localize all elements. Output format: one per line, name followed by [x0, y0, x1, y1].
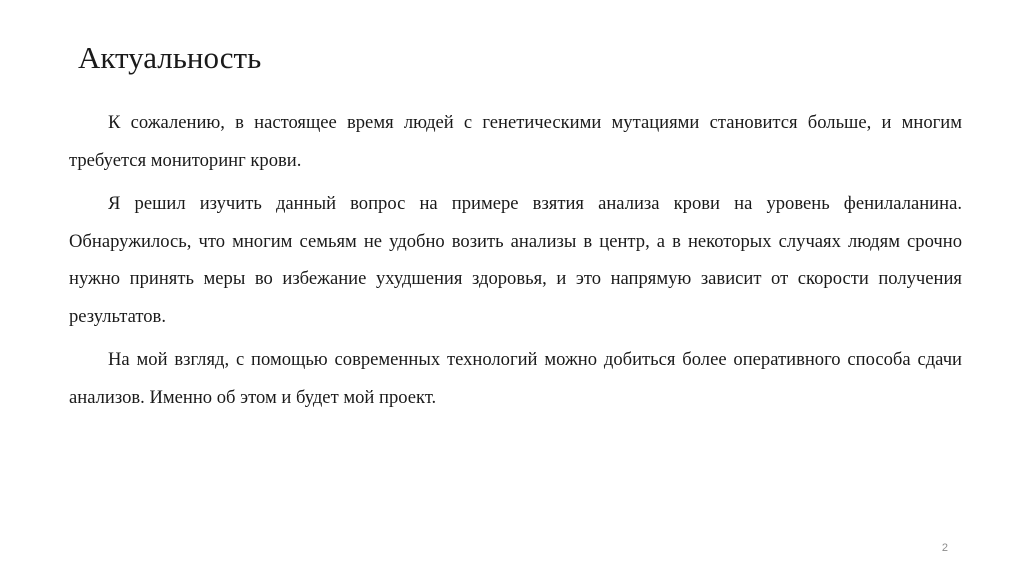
slide-title: Актуальность [78, 40, 262, 75]
page-number: 2 [941, 542, 948, 554]
paragraph-1: К сожалению, в настоящее время людей с генетическими мутациями становится больше, и многим требуется мониторинг крови. [69, 112, 962, 171]
paragraph-2: Я решил изучить данный вопрос на примере взятия анализа крови на уровень фенилаланина. Обнаружилось, что многим семьям не удобно возить анализы в центр, а в некоторых случаях людям срочно нужно принять меры во избежание ухудшения здоровья, и это напрямую зависит от скорости получения результатов. [69, 193, 962, 327]
slide-body [69, 104, 962, 422]
paragraph-3: На мой взгляд, с помощью современных технологий можно добиться более оперативного способа сдачи анализов. Именно об этом и будет мой проект. [69, 349, 962, 408]
